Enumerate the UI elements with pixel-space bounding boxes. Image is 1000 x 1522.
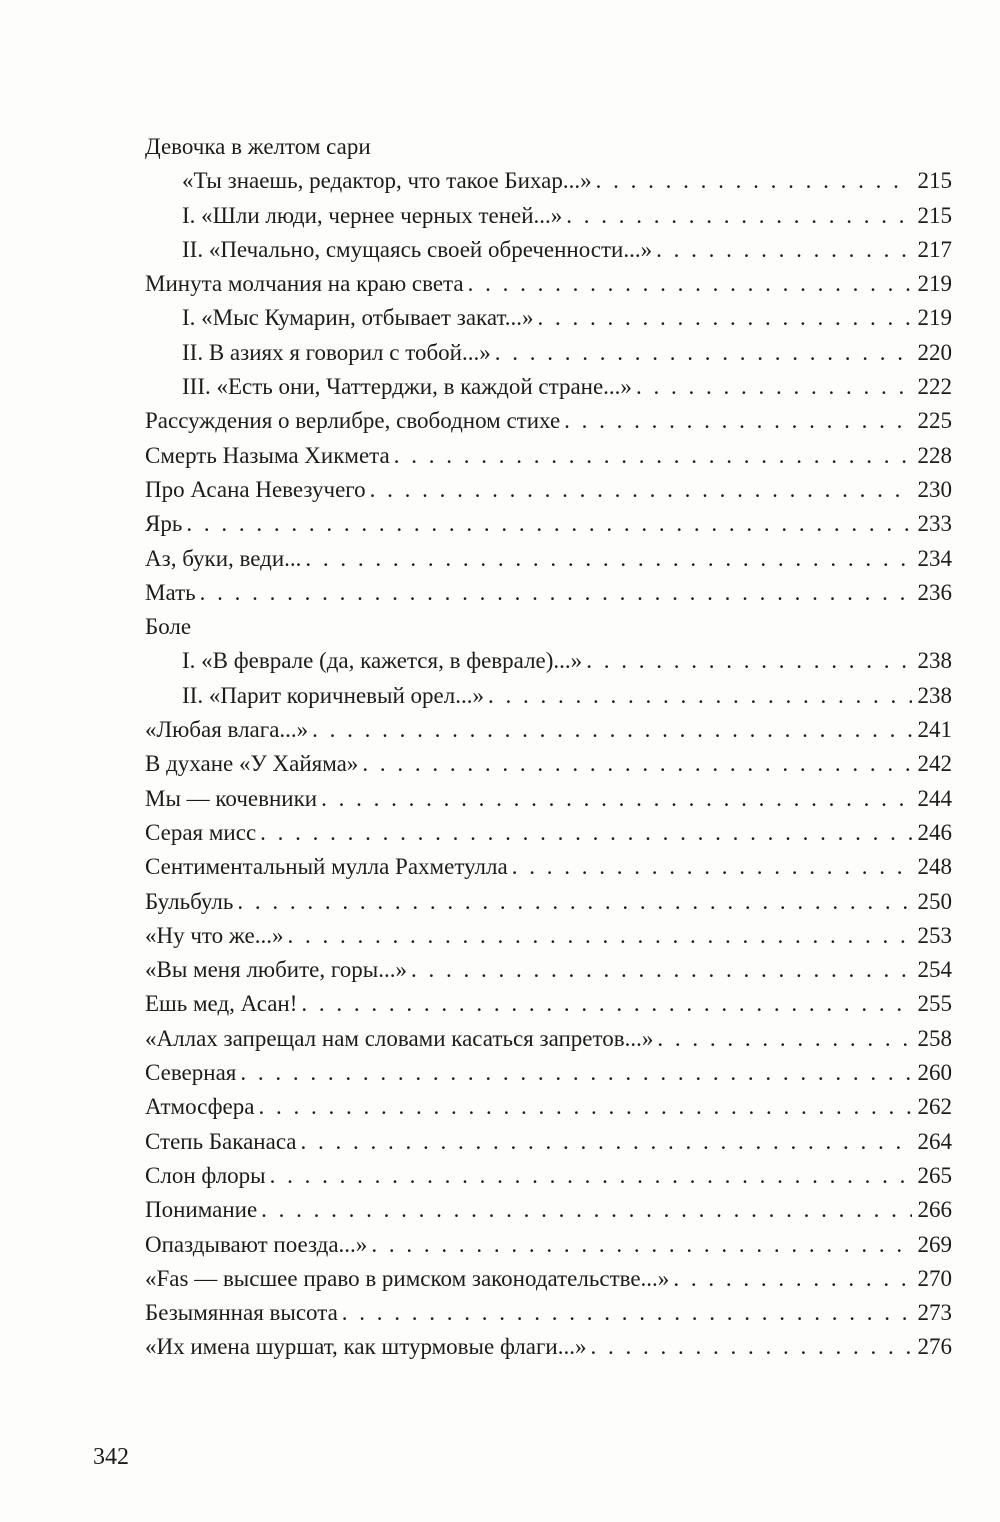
toc-entry (145, 301, 952, 335)
toc-entry-title: Боле (145, 614, 192, 640)
toc-entry-title: II. «Парит коричневый орел...» (182, 682, 484, 708)
toc-entry (145, 885, 952, 919)
toc-entry-page: 253 (917, 922, 952, 948)
dot-leader (237, 885, 911, 919)
toc-entry-title: I. «Шли люди, чернее черных теней...» (182, 202, 563, 228)
toc-entry-title: Минута молчания на краю света (145, 271, 464, 297)
toc-entry (145, 1090, 952, 1124)
toc-entry-title: Степь Баканаса (145, 1128, 297, 1154)
dot-leader (321, 782, 911, 816)
toc-entry (145, 370, 952, 404)
toc-entry (145, 130, 952, 164)
toc-entry (145, 233, 952, 267)
toc-entry-page: 273 (917, 1300, 952, 1326)
dot-leader (301, 1125, 912, 1159)
toc-entry (145, 919, 952, 953)
toc-entry-title: II. «Печально, смущаясь своей обреченности...» (182, 236, 653, 262)
toc-entry-title: Рассуждения о верлибре, свободном стихе (145, 408, 561, 434)
dot-leader (342, 1296, 912, 1330)
table-of-contents (145, 130, 952, 1365)
toc-entry-page: 276 (917, 1334, 952, 1360)
toc-entry-title: Сентиментальный мулла Рахметулла (145, 854, 508, 880)
dot-leader (411, 953, 912, 987)
toc-entry (145, 713, 952, 747)
toc-entry (145, 644, 952, 678)
toc-entry-page: 269 (917, 1231, 952, 1257)
toc-entry-page: 238 (917, 648, 952, 674)
toc-entry-page: 246 (917, 819, 952, 845)
dot-leader (240, 1056, 911, 1090)
toc-entry-title: Смерть Назыма Хикмета (145, 442, 390, 468)
toc-entry (145, 850, 952, 884)
dot-leader (186, 507, 911, 541)
toc-entry-title: Бульбуль (145, 888, 234, 914)
toc-entry-page: 260 (917, 1060, 952, 1086)
dot-leader (258, 1090, 911, 1124)
dot-leader (657, 1022, 911, 1056)
toc-entry-page: 241 (917, 717, 952, 743)
toc-entry-page: 234 (917, 545, 952, 571)
toc-entry (145, 1193, 952, 1227)
dot-leader (656, 233, 911, 267)
toc-entry-title: Мать (145, 579, 196, 605)
toc-entry (145, 576, 952, 610)
dot-leader (673, 1262, 911, 1296)
dot-leader (636, 370, 912, 404)
toc-entry-title: I. «В феврале (да, кажется, в феврале)...» (182, 648, 583, 674)
toc-entry-page: 215 (917, 168, 952, 194)
toc-entry-page: 222 (917, 374, 952, 400)
dot-leader (394, 439, 912, 473)
dot-leader (586, 644, 911, 678)
dot-leader (200, 576, 912, 610)
toc-entry (145, 1262, 952, 1296)
toc-entry (145, 747, 952, 781)
toc-entry-title: Опаздывают поезда...» (145, 1231, 368, 1257)
toc-entry-title: Безымянная высота (145, 1300, 338, 1326)
toc-entry-title: «Их имена шуршат, как штурмовые флаги...» (145, 1334, 587, 1360)
toc-entry-title: «Ну что же...» (145, 922, 284, 948)
toc-entry (145, 336, 952, 370)
toc-entry (145, 1159, 952, 1193)
toc-entry (145, 507, 952, 541)
toc-entry-title: Слон флоры (145, 1162, 266, 1188)
toc-entry (145, 1330, 952, 1364)
dot-leader (362, 747, 911, 781)
dot-leader (564, 404, 911, 438)
toc-entry-page: 236 (917, 579, 952, 605)
toc-entry (145, 164, 952, 198)
dot-leader (538, 301, 912, 335)
toc-entry-title: Девочка в желтом сари (145, 134, 371, 159)
toc-entry-title: В духане «У Хайяма» (145, 751, 359, 777)
toc-entry (145, 1056, 952, 1090)
dot-leader (371, 1228, 911, 1262)
toc-entry (145, 679, 952, 713)
toc-entry-page: 217 (917, 236, 952, 262)
toc-entry-page: 258 (917, 1025, 952, 1051)
toc-entry-page: 264 (917, 1128, 952, 1154)
dot-leader (287, 919, 911, 953)
toc-entry-title: «Вы меня любите, горы...» (145, 957, 407, 983)
toc-entry-page: 228 (917, 442, 952, 468)
toc-entry-page: 238 (917, 682, 952, 708)
toc-entry (145, 1296, 952, 1330)
dot-leader (495, 336, 912, 370)
toc-entry (145, 473, 952, 507)
toc-entry-page: 265 (917, 1162, 952, 1188)
toc-entry-page: 219 (917, 305, 952, 331)
toc-entry (145, 816, 952, 850)
toc-entry (145, 267, 952, 301)
toc-entry-page: 254 (917, 957, 952, 983)
page-number: 342 (93, 1444, 129, 1470)
toc-entry (145, 199, 952, 233)
toc-entry-title: Серая мисс (145, 819, 257, 845)
toc-entry-page: 255 (917, 991, 952, 1017)
toc-entry-title: «Аллах запрещал нам словами касаться запретов...» (145, 1025, 654, 1051)
dot-leader (590, 1330, 911, 1364)
toc-entry-title: Понимание (145, 1197, 258, 1223)
toc-entry-title: I. «Мыс Кумарин, отбывает закат...» (182, 305, 534, 331)
toc-entry (145, 953, 952, 987)
toc-entry-title: «Fas — высшее право в римском законодательстве...» (145, 1265, 670, 1291)
dot-leader (305, 542, 911, 576)
dot-leader (301, 987, 911, 1021)
toc-entry-page: 225 (917, 408, 952, 434)
toc-entry-title: Северная (145, 1060, 237, 1086)
toc-entry (145, 1125, 952, 1159)
toc-entry-page: 244 (917, 785, 952, 811)
toc-entry (145, 1022, 952, 1056)
toc-entry-title: Про Асана Невезучего (145, 476, 366, 502)
dot-leader (270, 1159, 912, 1193)
toc-entry-page: 219 (917, 271, 952, 297)
toc-entry-page: 270 (917, 1265, 952, 1291)
toc-entry (145, 1228, 952, 1262)
dot-leader (566, 199, 911, 233)
toc-entry-page: 230 (917, 476, 952, 502)
toc-entry-page: 248 (917, 854, 952, 880)
toc-entry-title: «Любая влага...» (145, 717, 309, 743)
toc-entry-page: 242 (917, 751, 952, 777)
dot-leader (260, 816, 911, 850)
toc-entry-page: 250 (917, 888, 952, 914)
toc-entry-page: 266 (917, 1197, 952, 1223)
dot-leader (261, 1193, 911, 1227)
toc-entry (145, 987, 952, 1021)
toc-entry (145, 542, 952, 576)
toc-entry-title: Атмосфера (145, 1094, 255, 1120)
dot-leader (512, 850, 912, 884)
toc-entry (145, 404, 952, 438)
toc-entry-title: III. «Есть они, Чаттерджи, в каждой стране...» (182, 374, 632, 400)
toc-entry (145, 439, 952, 473)
toc-entry-page: 220 (917, 339, 952, 365)
dot-leader (596, 164, 912, 198)
dot-leader (468, 267, 912, 301)
toc-entry-title: II. В азиях я говорил с тобой...» (182, 339, 491, 365)
toc-entry-title: Аз, буки, веди... (145, 545, 302, 571)
toc-entry (145, 610, 952, 644)
toc-entry-title: Ешь мед, Асан! (145, 991, 298, 1017)
toc-entry-page: 233 (917, 511, 952, 537)
dot-leader (312, 713, 911, 747)
dot-leader (488, 679, 912, 713)
toc-entry (145, 782, 952, 816)
toc-entry-page: 262 (917, 1094, 952, 1120)
toc-entry-title: Мы — кочевники (145, 785, 318, 811)
dot-leader (370, 473, 912, 507)
toc-entry-title: «Ты знаешь, редактор, что такое Бихар...» (182, 168, 592, 194)
toc-entry-title: Ярь (145, 511, 183, 537)
toc-entry-page: 215 (917, 202, 952, 228)
